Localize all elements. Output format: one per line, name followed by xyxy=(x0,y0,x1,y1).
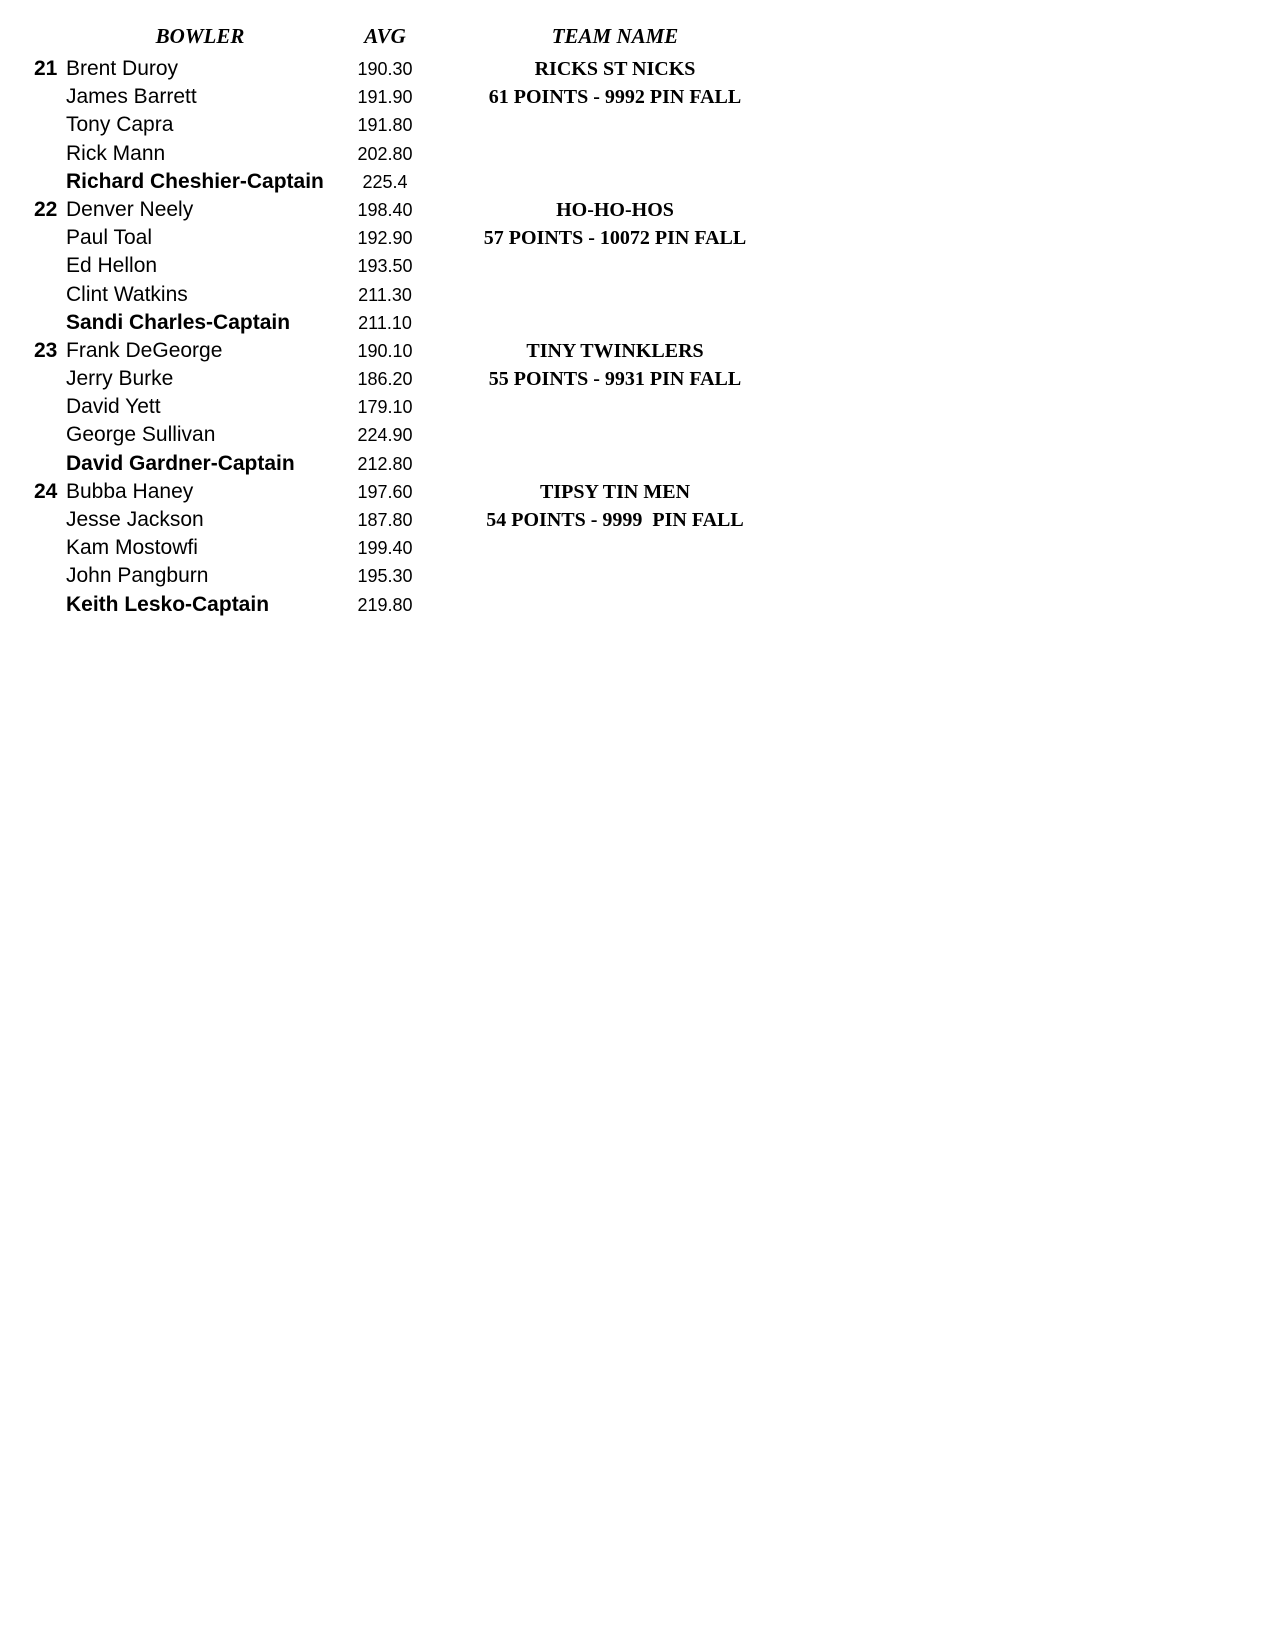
bowler-name: Paul Toal xyxy=(66,226,153,250)
bowler-average: 193.50 xyxy=(357,256,413,277)
team-number: 23 xyxy=(34,338,58,362)
bowler-average: 186.20 xyxy=(357,369,413,390)
bowler-name: Jesse Jackson xyxy=(66,508,204,531)
roster-row xyxy=(0,534,800,562)
bowler-name: John Pangburn xyxy=(66,564,209,588)
bowler-average: 211.10 xyxy=(358,312,412,333)
bowler-name: George Sullivan xyxy=(66,423,216,447)
bowler-average: 199.40 xyxy=(357,538,413,559)
bowler-name: Clint Watkins xyxy=(66,282,188,306)
team-info: 57 POINTS - 10072 PIN FALL xyxy=(483,227,747,250)
bowler-average: 211.30 xyxy=(358,284,412,305)
roster-row xyxy=(0,168,800,196)
roster-row xyxy=(0,506,800,534)
roster-row xyxy=(0,55,800,83)
roster-rows xyxy=(0,55,800,619)
bowler-name: David Yett xyxy=(66,395,161,419)
team-number: 21 xyxy=(34,57,58,80)
bowler-average: 187.80 xyxy=(357,510,413,530)
bowler-average: 212.80 xyxy=(357,453,413,474)
column-headers xyxy=(0,24,800,54)
bowler-average: 195.30 xyxy=(357,566,413,587)
captain-name: Sandi Charles-Captain xyxy=(66,310,291,334)
team-info: 54 POINTS - 9999 PIN FALL xyxy=(486,509,744,531)
roster-row xyxy=(0,224,800,252)
team-number: 22 xyxy=(34,197,58,221)
bowler-average: 191.90 xyxy=(357,87,413,108)
bowler-name: Frank DeGeorge xyxy=(66,338,223,362)
team-name-column-header: TEAM NAME xyxy=(551,24,679,48)
bowler-average: 190.30 xyxy=(357,59,413,79)
roster-row xyxy=(0,140,800,168)
team-info: TIPSY TIN MEN xyxy=(539,480,691,503)
bowler-average: 202.80 xyxy=(357,143,413,164)
bowler-name: Jerry Burke xyxy=(66,367,174,391)
bowler-average: 179.10 xyxy=(357,397,413,418)
roster-row xyxy=(0,337,800,365)
bowler-name: Tony Capra xyxy=(66,113,174,137)
roster-row xyxy=(0,111,800,139)
roster-row xyxy=(0,365,800,393)
team-info: TINY TWINKLERS xyxy=(526,339,704,362)
bowler-average: 190.10 xyxy=(357,340,413,361)
bowler-name: Rick Mann xyxy=(66,141,166,165)
roster-row xyxy=(0,562,800,590)
bowler-column-header: BOWLER xyxy=(155,24,245,48)
bowler-average: 224.90 xyxy=(357,425,413,446)
bowler-name: Kam Mostowfi xyxy=(66,536,198,560)
bowler-name: Brent Duroy xyxy=(66,57,179,80)
team-info: 61 POINTS - 9992 PIN FALL xyxy=(488,86,742,109)
roster-row xyxy=(0,393,800,421)
team-number: 24 xyxy=(34,479,58,503)
bowler-name: Denver Neely xyxy=(66,197,194,221)
bowler-average: 225.4 xyxy=(362,171,408,192)
team-info: 55 POINTS - 9931 PIN FALL xyxy=(488,368,742,391)
roster-row xyxy=(0,450,800,478)
roster-row xyxy=(0,252,800,280)
bowler-average: 197.60 xyxy=(357,481,413,502)
avg-column-header: AVG xyxy=(364,24,406,48)
bowler-average: 198.40 xyxy=(357,199,413,220)
bowler-name: Ed Hellon xyxy=(66,254,158,278)
team-info: HO-HO-HOS xyxy=(556,198,674,221)
bowler-name: James Barrett xyxy=(66,85,197,109)
bowler-average: 191.80 xyxy=(357,115,413,136)
roster-row xyxy=(0,478,800,506)
team-info: RICKS ST NICKS xyxy=(534,58,696,80)
roster-row xyxy=(0,281,800,309)
captain-name: Keith Lesko-Captain xyxy=(66,592,270,616)
roster-row xyxy=(0,83,800,111)
roster-row xyxy=(0,309,800,337)
bowler-name: Bubba Haney xyxy=(66,479,194,503)
bowler-average: 219.80 xyxy=(357,594,413,615)
captain-name: David Gardner-Captain xyxy=(66,451,295,475)
bowler-average: 192.90 xyxy=(357,228,413,249)
roster-row xyxy=(0,421,800,449)
roster-row xyxy=(0,591,800,619)
roster-row xyxy=(0,196,800,224)
captain-name: Richard Cheshier-Captain xyxy=(66,169,324,193)
